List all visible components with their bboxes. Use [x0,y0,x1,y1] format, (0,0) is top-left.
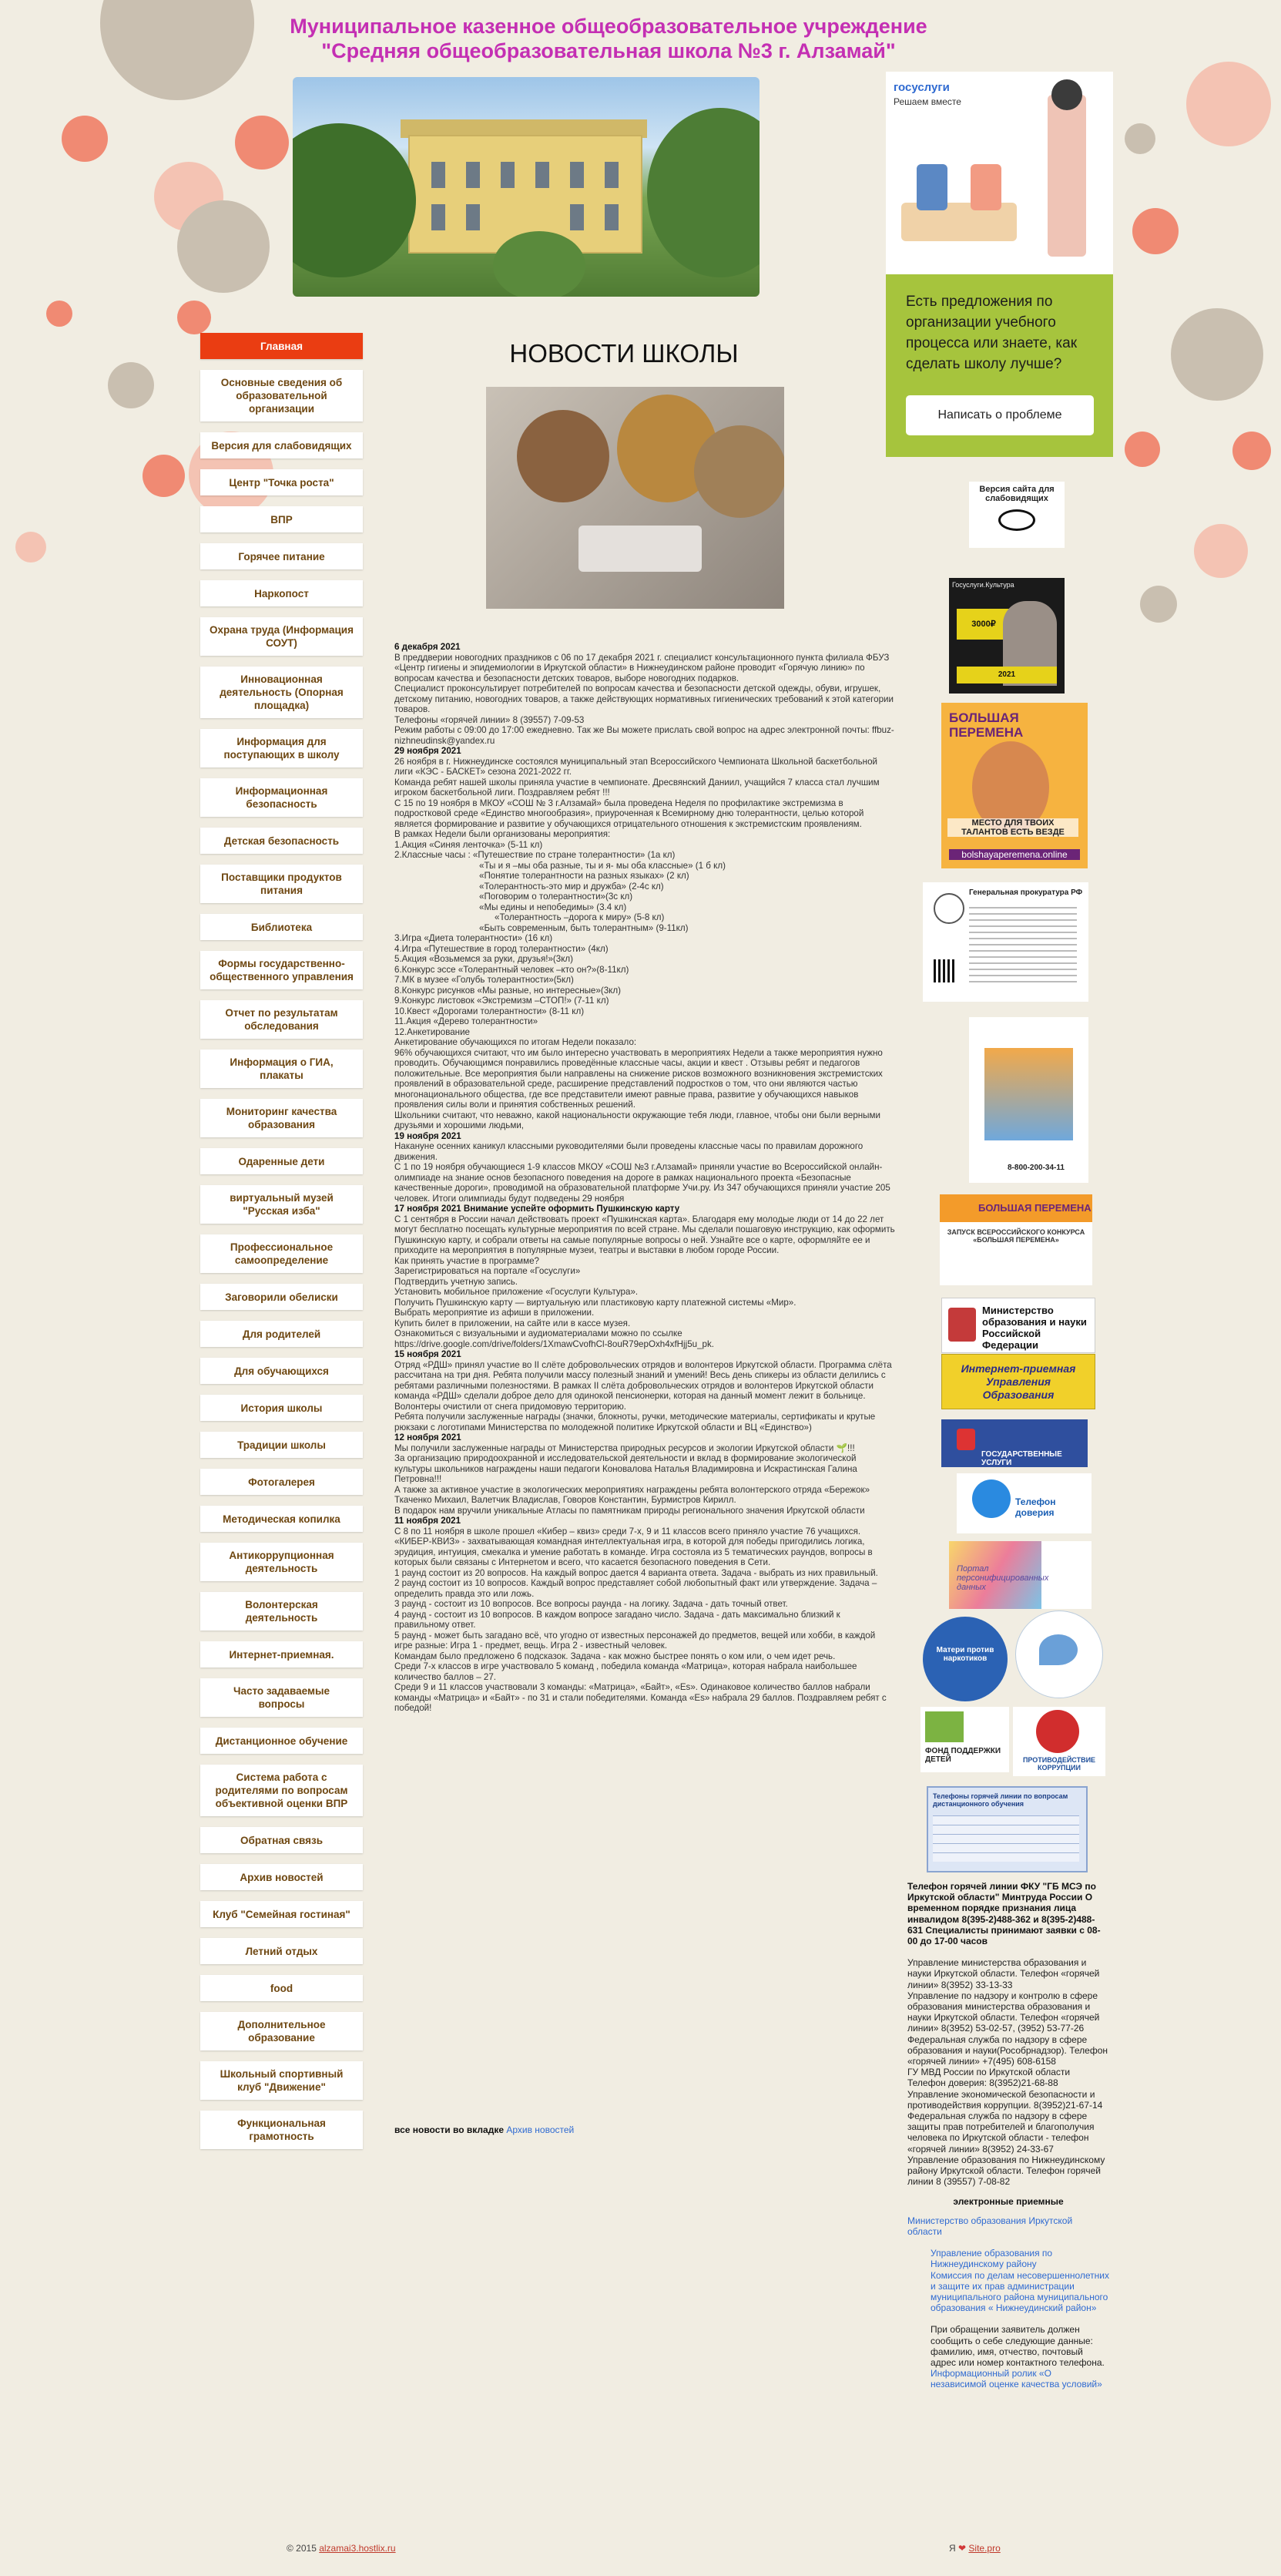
site-title [231,14,986,63]
gosuslugi-logo-sub: Решаем вместе [894,96,961,107]
hotline-card-text: Телефоны горячей линии по вопросам дистанционного обучения [933,1792,1068,1808]
news-line: 1 раунд состоит из 20 вопросов. На каждый вопрос дается 4 варианта ответа. Задача - выбрать из них правильный. [394,1567,878,1578]
eye-icon [998,509,1035,531]
ministry-text: Министерство образования и науки Российской Федерации [982,1305,1087,1351]
video-link[interactable]: Информационный ролик «О независимой оценке качества условий» [931,2368,1102,2390]
news-line: Специалист проконсультирует потребителей по вопросам качества и безопасности детской одежды, обуви, игрушек, детскому питанию, новогодних товаров, а также действующих нормативных гигиенических требований к этой категории товаров. [394,683,894,714]
news-line: «Поговорим о толерантности»(3с кл) [479,892,633,902]
news-line: В подарок нам вручили уникальные Атласы по памятникам природы регионального значения Иркутской области [394,1505,865,1516]
hotline-paragraph: Федеральная служба по надзору в сфере образования и науки(Рособрнадзор). Телефон «горячей линии» +7(495) 608-6158 [907,2034,1108,2067]
sidebar-item-24[interactable]: История школы [200,1395,363,1421]
news-line: С 1 по 19 ноября обучающиеся 1-9 классов МКОУ «СОШ №3 г.Алзамай» приняли участие во Всероссийской онлайн-олимпиаде на знание основ безопасного поведения на дороге в рамках национального проекта «Безопасные качественные дороги», проводимой на образовательной платформе Учи.ру. Из 347 обучающихся приняли участие 205 человек. Итоги олимпиады будут подведены 29 ноября [394,1162,890,1204]
news-line: https://drive.google.com/drive/folders/1XmawCvofhCl-8ouR79epOxh4xfHjj5u_pk. [394,1338,715,1349]
launch-text: ЗАПУСК ВСЕРОССИЙСКОГО КОНКУРСА «БОЛЬШАЯ ПЕРЕМЕНА» [947,1228,1085,1244]
news-body [394,642,895,1714]
hotline-paragraph: Управление по надзору и контролю в сфере образования министерства образования и науки Иркутской области. Телефон «горячей линии» 8(3952) 53-02-57, (3952) 53-77-26 [907,1990,1100,2034]
sidebar-item-39[interactable]: Дополнительное образование [200,2012,363,2050]
helpline-banner[interactable] [969,1017,1088,1183]
site-link[interactable]: alzamai3.hostlix.ru [319,2543,396,2554]
news-line: «Понятие толерантности на разных языках» (2 кл) [479,871,689,881]
sidebar-item-37[interactable]: Летний отдых [200,1938,363,1964]
news-line: 26 ноября в г. Нижнеудинске состоялся муниципальный этап Всероссийского Чемпионата Школьной баскетбольной лиги «КЭС - БАСКЕТ» сезона 2021-2022 гг. [394,756,878,777]
copyright-year: © 2015 [287,2543,317,2554]
gosuslugi-logo: госуслуги [894,81,950,94]
sidebar-item-17[interactable]: Мониторинг качества образования [200,1099,363,1137]
sidebar-item-16[interactable]: Информация о ГИА, плакаты [200,1050,363,1088]
launch-banner[interactable] [940,1194,1092,1285]
appeal-text: При обращении заявитель должен сообщить о себе следующие данные: фамилию, имя, отчество, почтовый адрес или номер контактного телефона. [931,2324,1105,2368]
phone-icon [972,1479,1011,1518]
sidebar-item-18[interactable]: Одаренные дети [200,1148,363,1174]
news-line: Телефоны «горячей линии» 8 (39557) 7-09-53 [394,714,585,725]
sidebar-item-19[interactable]: виртуальный музей "Русская изба" [200,1185,363,1224]
trust-phone-text: Телефон доверия [1015,1496,1056,1518]
portal-text: Портал персонифицированных данных [957,1564,1049,1592]
news-line: 96% обучающихся считают, что им было интересно участвовать в мероприятиях Недели а также мероприятия нужно проводить. Обучающимся понравились проведённые классные часы, акции и квест . Отзывы ребят и педагогов положительные. Все мероприятия были направлены на снижение рисков возможного возникновения экстремистских проявлений в образовательной среде, расширение представлений подростков о том, что они являются частью многонационального общества, где все представители имеют равные права, развитие у обучающихся навыков проявления силы воли и принятия собственных решений. [394,1047,883,1110]
sidebar-item-11[interactable]: Детская безопасность [200,828,363,854]
ya-text: Я [949,2543,956,2554]
sidebar-item-3[interactable]: Центр "Точка роста" [200,469,363,495]
news-line: 5 раунд - может быть загадано всё, что угодно от известных персонажей до предметов, вещей или хобби, в каждой игре разные: Игра 1 - предмет, вещь. Игра 2 - известный человек. [394,1630,876,1651]
news-line: Команда ребят нашей школы приняла участие в чемпионате. Дресвянский Даниил, учащийся 7 класса стал лучшим игроком баскетбольной лиги. Поздравляем ребят !!! [394,777,880,798]
hotlines-info [907,1881,1109,2390]
sidebar-item-8[interactable]: Инновационная деятельность (Опорная площадка) [200,667,363,718]
hotline-bold: Телефон горячей линии ФКУ "ГБ МСЭ по Иркутской области" Минтруда России О временном порядке признания лица инвалидом 8(395-2)488-362 и 8(395-2)488-631 Специалисты принимают заявки с 08-00 до 17-00 часов [907,1881,1101,1947]
eagle-icon [957,1429,975,1450]
news-line: А также за активное участие в экологических мероприятиях награждены ребята волонтерского отряда «Бережок» Ткаченко Михаил, Валетчик Владислав, Говоров Константин, Бурмистров Кирилл. [394,1484,870,1505]
news-line: Среди 7-х классов в игре участвовало 5 команд , победила команда «Матрица», которая набрала наибольшее количество баллов – 27. [394,1661,857,1682]
news-line: «Толерантность-это мир и дружба» (2-4с кл) [479,881,664,892]
sidebar-item-2[interactable]: Версия для слабовидящих [200,432,363,458]
culture-banner[interactable]: Госуслуги.Культура 3000₽ 2021 [949,578,1065,694]
bigchange-site: bolshayaperemena.online [949,849,1080,860]
portal-banner[interactable] [949,1541,1092,1609]
footer-copyright [287,2543,396,2554]
news-photo[interactable] [486,387,784,609]
sidebar-item-25[interactable]: Традиции школы [200,1432,363,1458]
news-line: 10.Квест «Дорогами толерантности» (8-11 кл) [394,1006,585,1016]
news-line: 8.Конкурс рисунков «Мы разные, но интересные»(3кл) [394,985,621,996]
hotline-paragraph: Управление экономической безопасности и противодействия коррупции. 8(3952)21-67-14 [907,2088,1103,2111]
all-news-line [394,2124,574,2135]
hotline-paragraph: Федеральная служба по надзору в сфере защиты прав потребителей и благополучия человека по Иркутской области - телефон «горячей линии» 8(3952) 24-33-67 [907,2111,1095,2155]
low-vision-label: Версия сайта для слабовидящих [979,485,1055,503]
sidebar-item-14[interactable]: Формы государственно-общественного управления [200,951,363,989]
prosecutor-banner[interactable] [923,882,1088,1002]
news-line: Мы получили заслуженные награды от Министерства природных ресурсов и экологии Иркутской области 🌱!!! [394,1442,855,1453]
news-line: «Мы едины и непобедимы» (3.4 кл) [479,902,627,912]
news-line: С 1 сентября в России начал действовать проект «Пушкинская карта». Благодаря ему молодые люди от 14 до 22 лет могут бесплатно посещать культурные мероприятия по всей стране. Мы сделали пошаговую инструкцию, как оформить Пушкинскую карту, и собрали ответы на самые популярные вопросы о ней. Узнайте все о карте, оформляйте ее и приходите на мероприятия в популярные музеи, театры и выставки в любом городе России. [394,1214,895,1255]
sidebar-item-5[interactable]: Горячее питание [200,543,363,569]
news-line: 12.Анкетирование [394,1026,471,1037]
sidebar-item-34[interactable]: Обратная связь [200,1827,363,1853]
sidebar-item-41[interactable]: Функциональная грамотность [200,2111,363,2149]
news-line: Ознакомиться с визуальными и аудиоматериалами можно по ссылке [394,1328,682,1338]
news-line: Командам было предложено 6 подсказок. Задача - как можно быстрее понять о ком или, о чем идет речь. [394,1651,836,1661]
site-title-line2: "Средняя общеобразовательная школа №3 г. Алзамай" [321,39,896,62]
sidebar-item-1[interactable]: Основные сведения об образовательной организации [200,370,363,421]
news-line: 6 декабря 2021 [394,642,461,652]
trust-phone-banner[interactable] [957,1473,1092,1533]
sidebar-item-23[interactable]: Для обучающихся [200,1358,363,1384]
news-line: Отряд «РДШ» принял участие во II слёте добровольческих отрядов и волонтеров Иркутской области. Программа слёта рассчитана на три дня. Ребята получили массу полезный знаний и умений! Весь день спикеры из области делились с ребятами различными полезностями. В рамках II слёта добровольческих отрядов и волонтеров Иркутской области команда «РДШ» сделали доброе дело для одинокой пенсионерки, которая на данный момент лежит в больнице. Волонтеры очистили от снега придомовую территорию. [394,1359,892,1412]
hotline-paragraph: Управление образования по Нижнеудинскому району Иркутской области. Телефон горячей линии 8 (39557) 7-08-82 [907,2154,1105,2188]
school-photo [293,77,760,297]
sidebar-item-22[interactable]: Для родителей [200,1321,363,1347]
news-line: Подтвердить учетную запись. [394,1276,518,1287]
news-line: Среди 9 и 11 классов участвовали 3 команды: «Матрица», «Байт», «Еs». Одинаковое количество баллов набрали команды «Матрица» и «Байт» - по 31 и стали победителями. Команда «Еs» набрала 29 баллов. Поздравляем ребят с победой! [394,1682,887,1713]
news-line: 2.Классные часы : «Путешествие по стране толерантности» (1а кл) [394,850,676,860]
gosuslugi-banner[interactable] [941,1419,1088,1467]
prosecutor-emblem-icon [934,893,964,924]
mothers-text: Матери против наркотиков [936,1646,994,1663]
anticorruption-banner[interactable] [1013,1707,1105,1776]
news-line: С 8 по 11 ноября в школе прошел «Кибер – квиз» среди 7-х, 9 и 11 классов всего приняло участие 76 учащихся. «КИБЕР-КВИЗ» - захватывающая командная интеллектуальная игра, в которой для победы пригодились логика, эрудиция, интуиция, смекалка и умение работать в команде. Игра состояла из 5 тематических раундов, вопросы в которых были связаны с Интернетом и всего, что касается безопасного поведения в Сети. [394,1526,873,1567]
fund-text: ФОНД ПОДДЕРЖКИ ДЕТЕЙ [925,1747,1001,1764]
news-line: С 15 по 19 ноября в МКОУ «СОШ № 3 г.Алзамай» была проведена Неделя по профилактике экстремизма в подростковой среде «Единство многообразия», приуроченная к Всемирному дню толерантности, целью которой является формирование и развитие у обучающихся отрицательного отношения к экстремистским проявлениям. [394,798,864,829]
qr-code-icon [934,959,957,982]
gosuslugi-text: ГОСУДАРСТВЕННЫЕ УСЛУГИ [981,1450,1062,1467]
sidebar-item-20[interactable]: Профессиональное самоопределение [200,1234,363,1273]
news-line: В преддверии новогодних праздников с 06 по 17 декабря 2021 г. специалист консультационного пункта филиала ФБУЗ «Центр гигиены и эпидемиологии в Иркутской области» в Нижнеудинском районе проводит «Горячую линию» по вопросам качества и безопасности детских товаров, выборе новогодних подарков. [394,652,890,683]
sidebar-item-27[interactable]: Методическая копилка [200,1506,363,1532]
sidebar-item-28[interactable]: Антикоррупционная деятельность [200,1543,363,1581]
news-line: 1.Акция «Синяя ленточка» (5-11 кл) [394,839,543,850]
sidebar-item-30[interactable]: Интернет-приемная. [200,1641,363,1668]
gosuslugi-promo[interactable] [886,72,1113,457]
sidebar-item-15[interactable]: Отчет по результатам обследования [200,1000,363,1039]
news-line: 2 раунд состоит из 10 вопросов. Каждый вопрос представляет собой любопытный факт или утверждение. Задача – определить правда это или ложь. [394,1578,877,1599]
sidebar-item-7[interactable]: Охрана труда (Информация СОУТ) [200,617,363,656]
news-line: В рамках Недели были организованы мероприятия: [394,829,611,839]
news-line: Режим работы с 09:00 до 17:00 ежедневно. Так же Вы можете прислать свой вопрос на адрес электронной почты: ffbuz-nizhneudinsk@yandex.ru [394,725,894,746]
bigchange-banner[interactable] [941,703,1088,868]
sidebar-item-31[interactable]: Часто задаваемые вопросы [200,1678,363,1717]
prosecutor-label: Генеральная прокуратура РФ [969,888,1083,897]
news-line: 29 ноября 2021 [394,746,461,756]
site-title-line1: Муниципальное казенное общеобразовательное учреждение [290,15,927,38]
dove-icon [1039,1634,1078,1665]
all-news-prefix: все новости во вкладке [394,2124,504,2135]
promo-text: Есть предложения по организации учебного процесса или знаете, как сделать школу лучше? [906,294,1078,372]
news-line: Школьники считают, что неважно, какой национальности окружающие тебя люди, главное, чтобы они были верными друзьями и хорошими людьми, [394,1110,880,1130]
children-banner[interactable] [1015,1610,1103,1698]
epri-link-2[interactable]: Комиссия по делам несовершеннолетних и защите их прав администрации муниципального района муниципального образования « Нижнеудинский район» [931,2269,1109,2314]
news-line: «Ты и я –мы оба разные, ты и я- мы оба классные» (1 б кл) [479,860,726,871]
sidebar-item-40[interactable]: Школьный спортивный клуб "Движение" [200,2061,363,2100]
sidebar-item-26[interactable]: Фотогалерея [200,1469,363,1495]
news-line: 11.Акция «Дерево толерантности» [394,1016,538,1026]
helpline-phone: 8-800-200-34-11 [1008,1164,1065,1172]
sidebar-item-4[interactable]: ВПР [200,506,363,532]
heart-icon: ❤ [958,2543,967,2554]
news-line: Выбрать мероприятие из афиши в приложении. [394,1308,595,1318]
sidebar-item-10[interactable]: Информационная безопасность [200,778,363,817]
sidebar-item-9[interactable]: Информация для поступающих в школу [200,729,363,767]
archive-link[interactable]: Архив новостей [506,2124,575,2135]
mothers-banner[interactable] [923,1617,1008,1701]
epri-link-1[interactable]: Управление образования по Нижнеудинскому району [931,2248,1053,2270]
news-line: 6.Конкурс эссе «Толерантный человек –кто он?»(8-11кл) [394,964,629,975]
reception-banner[interactable] [941,1354,1095,1409]
write-problem-button[interactable]: Написать о проблеме [906,395,1094,435]
bigchange-title: БОЛЬШАЯ ПЕРЕМЕНА [949,710,1024,740]
launch-logo: БОЛЬШАЯ ПЕРЕМЕНА [978,1202,1092,1214]
epri-link-0[interactable]: Министерство образования Иркутской области [907,2215,1073,2237]
news-line: 12 ноября 2021 [394,1432,461,1442]
sitepro-link[interactable]: Site.pro [968,2543,1001,2554]
fund-logo-icon [925,1711,964,1742]
news-line: 3.Игра «Диета толерантности» (16 кл) [394,933,553,943]
news-line: Установить мобильное приложение «Госуслуги Культура». [394,1287,639,1297]
sidebar-item-35[interactable]: Архив новостей [200,1864,363,1890]
news-line: «Быть современным, быть толерантным» (9-11кл) [479,922,689,933]
news-line: Анкетирование обучающихся по итогам Недели показало: [394,1037,637,1047]
news-line: Зарегистрироваться на портале «Госуслуги» [394,1266,581,1276]
hotline-card-banner[interactable] [927,1786,1088,1872]
news-line: 11 ноября 2021 [394,1516,461,1526]
footer-sitepro [949,2543,1001,2554]
news-line: Ребята получили заслуженные награды (значки, блокноты, ручки, методические материалы, сертификаты и крутые рюкзаки с логотипами Министерства по молодежной политике Иркутской области и ВЦ «Единство») [394,1412,876,1432]
news-line: 19 ноября 2021 [394,1130,461,1141]
fund-banner[interactable] [921,1707,1009,1772]
news-line: Как принять участие в программе? [394,1255,540,1266]
news-line: Купить билет в приложении, на сайте или в кассе музея. [394,1318,631,1328]
sidebar-item-13[interactable]: Библиотека [200,914,363,940]
reception-text: Интернет-приемная Управления Образования [961,1362,1076,1401]
news-line: Накануне осенних каникул классными руководителями были проведены классные часы по правилам дорожного движения. [394,1141,864,1162]
culture-label: Госуслуги.Культура [952,581,1014,589]
news-line: 4 раунд - состоит из 10 вопросов. В каждом вопросе загадано число. Задача - дать максимально близкий к правильному ответ. [394,1609,840,1630]
news-line: 5.Акция «Возьмемся за руки, друзья!»(3кл) [394,954,574,964]
news-line: За организацию природоохранной и исследовательской деятельности и вклад в формирование экологической культуры школьников награждены наши педагоги Коновалова Наталья Владимировна и Искрастинская Галина Петровна!!! [394,1453,857,1484]
hotline-paragraph: Управление министерства образования и науки Иркутской области. Телефон «горячей линии» 8(3952) 33-13-33 [907,1957,1100,1990]
sidebar-item-21[interactable]: Заговорили обелиски [200,1284,363,1310]
low-vision-banner[interactable] [969,482,1065,548]
hotline-paragraph: ГУ МВД России по Иркутской области Телефон доверия: 8(3952)21-68-88 [907,2067,1071,2089]
sidebar-nav [200,333,363,2160]
anticorruption-text: ПРОТИВОДЕЙСТВИЕ КОРРУПЦИИ [1022,1756,1096,1772]
news-line: «Толерантность –дорога к миру» (5-8 кл) [495,912,665,922]
news-line: 3 раунд - состоит из 10 вопросов. Все вопросы раунда - на логику. Задача - дать точный ответ. [394,1599,788,1609]
sidebar-item-38[interactable]: food [200,1975,363,2001]
news-line: 7.МК в музее «Голубь толерантности»(5кл) [394,975,574,985]
ministry-banner[interactable] [941,1298,1095,1353]
news-line: Получить Пушкинскую карту — виртуальную или пластиковую карту платежной системы «Мир». [394,1297,796,1308]
sidebar-item-32[interactable]: Дистанционное обучение [200,1728,363,1754]
page-title: НОВОСТИ ШКОЛЫ [509,339,739,368]
news-line: 9.Конкурс листовок «Экстремизм –СТОП!» (7-11 кл) [394,996,609,1006]
news-line: 4.Игра «Путешествие в город толерантности» (4кл) [394,943,609,954]
sidebar-item-29[interactable]: Волонтерская деятельность [200,1592,363,1631]
sidebar-item-12[interactable]: Поставщики продуктов питания [200,865,363,903]
news-line: 15 ноября 2021 [394,1349,461,1359]
ministry-emblem-icon [948,1308,976,1342]
sidebar-item-0[interactable]: Главная [200,333,363,359]
news-line: 17 ноября 2021 Внимание успейте оформить Пушкинскую карту [394,1204,680,1214]
sidebar-item-6[interactable]: Наркопост [200,580,363,606]
stop-hand-icon [1036,1710,1079,1753]
sidebar-item-33[interactable]: Система работа с родителями по вопросам объективной оценки ВПР [200,1765,363,1816]
kids-illustration-icon [984,1048,1073,1140]
bigchange-slogan: МЕСТО ДЛЯ ТВОИХ ТАЛАНТОВ ЕСТЬ ВЕЗДЕ [947,818,1078,837]
epri-heading: электронные приемные [953,2196,1064,2208]
sidebar-item-36[interactable]: Клуб "Семейная гостиная" [200,1901,363,1927]
